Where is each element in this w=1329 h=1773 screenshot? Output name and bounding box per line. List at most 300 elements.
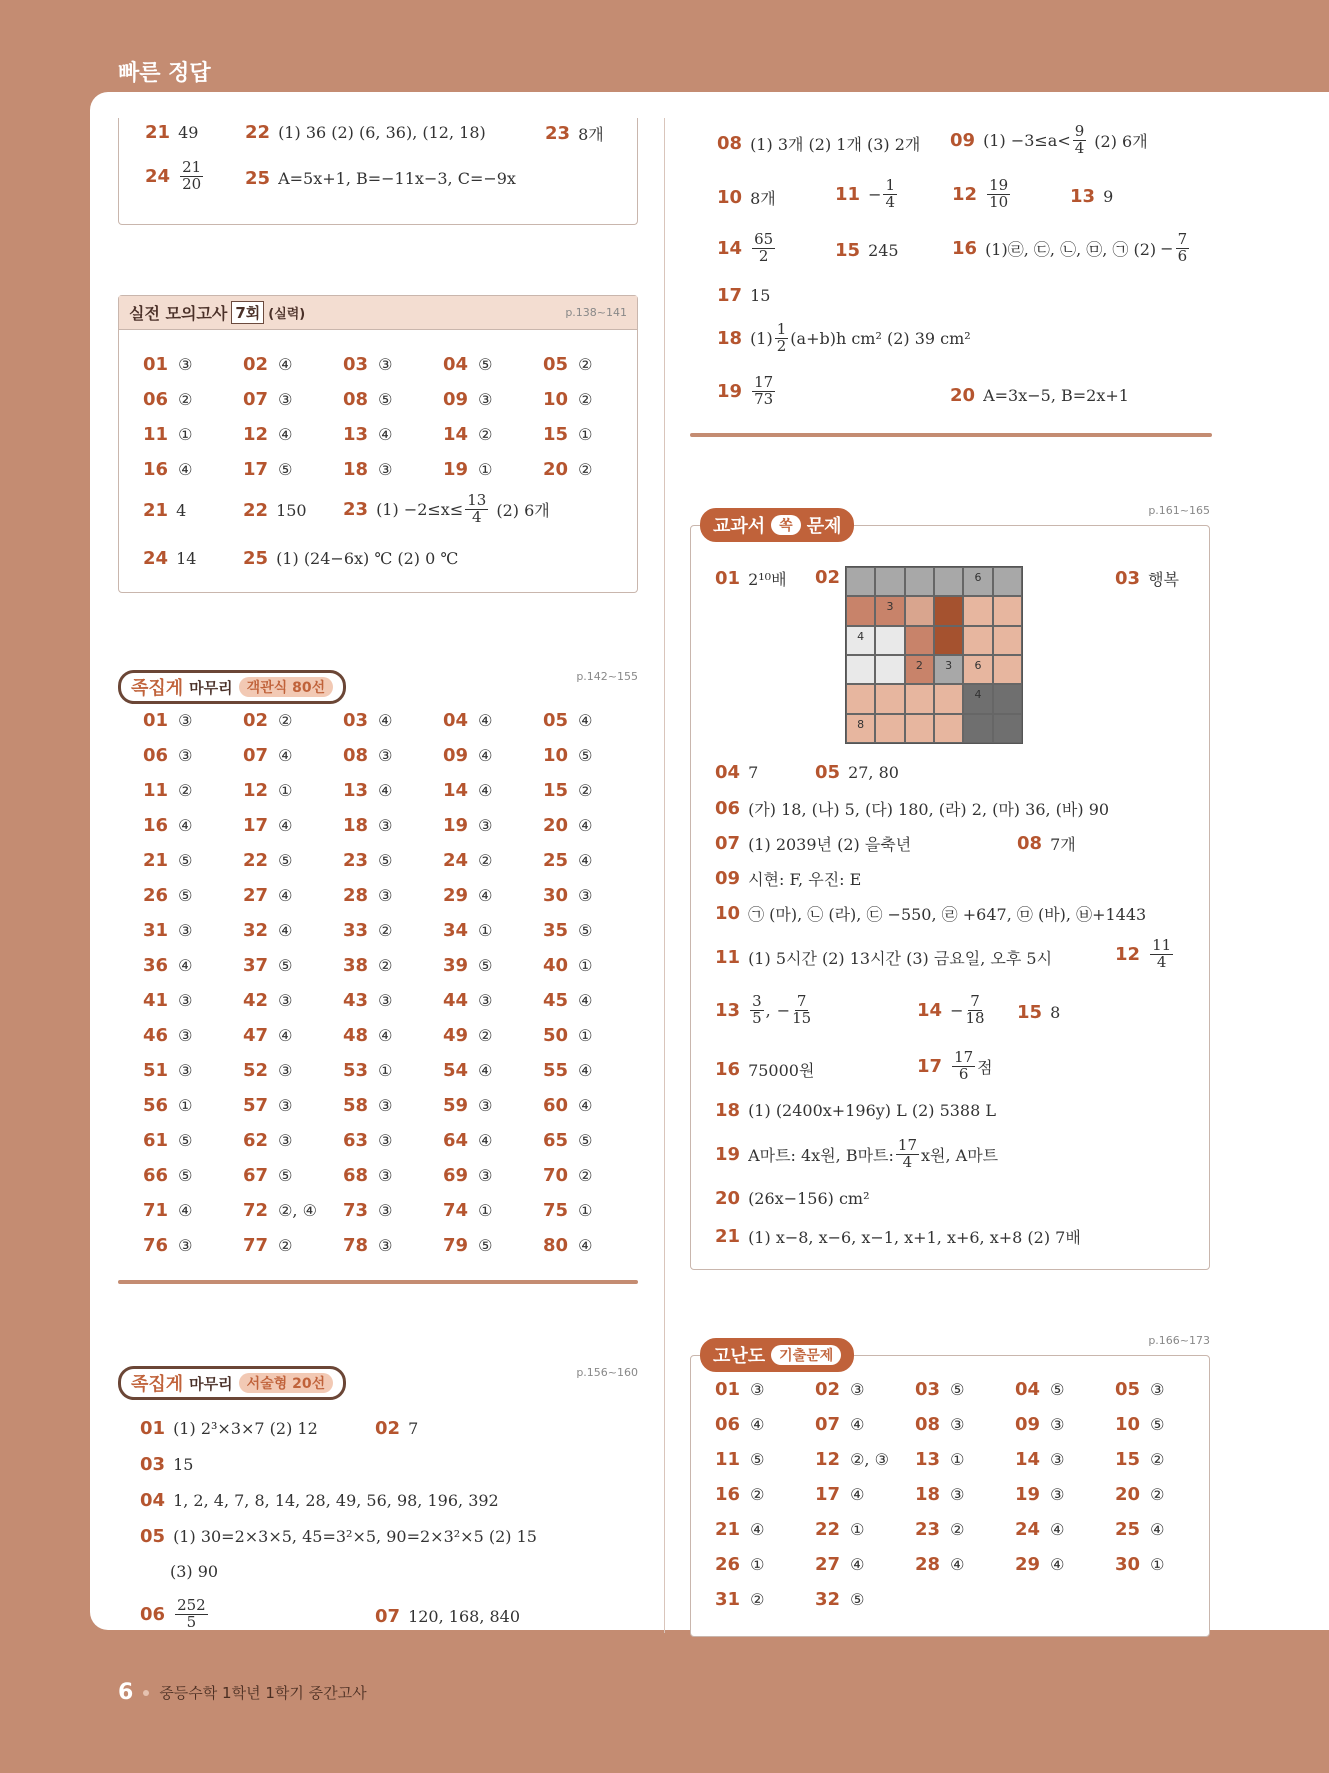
answer-cell (543, 948, 643, 983)
answer-value: ③ (178, 746, 193, 765)
answer-cell (443, 843, 543, 878)
answer-value: ④ (850, 1555, 865, 1574)
page-footer (118, 1680, 367, 1705)
answer-cell (543, 1228, 643, 1263)
question-number: 17 (243, 459, 269, 480)
question-number: 01 (143, 710, 169, 731)
answer-value: ③ (1050, 1485, 1065, 1504)
question-number: 44 (443, 990, 469, 1011)
answer-cell (443, 1228, 543, 1263)
answer-value: ② (950, 1520, 965, 1539)
column-divider (664, 118, 665, 1633)
tb-answer-19: 19 A마트: 4x원, B마트: $\frac{17}{4}$ x원, A마트 (715, 1136, 999, 1171)
question-number: 08 (343, 745, 369, 766)
answer-value: ⑤ (578, 746, 593, 765)
answer-value: ③ (178, 1236, 193, 1255)
question-number: 29 (1015, 1554, 1041, 1575)
answer-value: ② (750, 1485, 765, 1504)
answer-cell (443, 1018, 543, 1053)
answer-value: ③ (1050, 1415, 1065, 1434)
question-number: 41 (143, 990, 169, 1011)
tr-answer-15: 15 245 (835, 240, 899, 261)
question-number: 10 (1115, 1414, 1141, 1435)
answer-cell (343, 382, 443, 417)
answer-value: ④ (478, 886, 493, 905)
question-number: 16 (143, 815, 169, 836)
answer-cell (1015, 1372, 1115, 1407)
answer-value: ③ (178, 991, 193, 1010)
answer-cell (543, 1088, 643, 1123)
question-number: 43 (343, 990, 369, 1011)
answer-cell (543, 1193, 643, 1228)
answer-value: ② (378, 921, 393, 940)
answer-cell (443, 738, 543, 773)
question-number: 19 (443, 459, 469, 480)
answer-cell (443, 452, 543, 487)
question-number: 42 (243, 990, 269, 1011)
answer-cell (343, 347, 443, 382)
page-header-title: 빠른 정답 (118, 61, 211, 86)
answer-value: ③ (478, 390, 493, 409)
answer-value: ④ (578, 711, 593, 730)
answer-cell (443, 1123, 543, 1158)
puzzle-cell: 8 (846, 714, 875, 743)
question-number: 26 (715, 1554, 741, 1575)
answer-cell (815, 1512, 915, 1547)
question-number: 20 (543, 459, 569, 480)
mock-exam-7-header (119, 296, 637, 330)
answer-value: ⑤ (178, 1131, 193, 1150)
answer-value: ④ (1050, 1555, 1065, 1574)
answer-value: ③ (478, 991, 493, 1010)
answer-cell (543, 1053, 643, 1088)
answer-value: ② (1150, 1450, 1165, 1469)
answer-value: ③ (478, 1166, 493, 1185)
textbook-tag (700, 508, 854, 542)
answer-value: ④ (278, 1026, 293, 1045)
tr-bottom-rule (690, 433, 1212, 437)
question-number: 18 (915, 1484, 941, 1505)
answer-cell (715, 1512, 815, 1547)
answer-value: ②, ③ (850, 1450, 889, 1469)
puzzle-cell (934, 596, 963, 625)
tb-answer-05: 05 27, 80 (815, 762, 899, 783)
question-number: 04 (443, 710, 469, 731)
answer-value: ⑤ (578, 1131, 593, 1150)
question-number: 36 (143, 955, 169, 976)
answer-cell (143, 843, 243, 878)
answer-cell (915, 1477, 1015, 1512)
question-number: 52 (243, 1060, 269, 1081)
answer-value: ③ (378, 886, 393, 905)
answer-value: ③ (378, 1201, 393, 1220)
answer-cell (543, 878, 643, 913)
question-number: 02 (815, 1379, 841, 1400)
answer-cell (243, 1158, 343, 1193)
puzzle-cell (993, 567, 1022, 596)
question-number: 23 (915, 1519, 941, 1540)
puzzle-cell: 6 (963, 655, 992, 684)
answer-cell (543, 452, 643, 487)
hard-pill: 기출문제 (771, 1345, 841, 1365)
mock7-answer-25: 25 (1) (24−6x) ℃ (2) 0 ℃ (243, 548, 459, 569)
answer-cell (143, 452, 243, 487)
answer-cell (343, 878, 443, 913)
answer-cell (143, 1088, 243, 1123)
answer-cell (343, 843, 443, 878)
answer-cell (1015, 1547, 1115, 1582)
answer-cell (543, 347, 643, 382)
answer-value: ① (178, 1096, 193, 1115)
question-number: 54 (443, 1060, 469, 1081)
answer-cell (815, 1582, 915, 1617)
answer-cell (343, 913, 443, 948)
answer-cell (815, 1547, 915, 1582)
puzzle-cell (905, 596, 934, 625)
essay20-banner (118, 1366, 638, 1400)
question-number: 68 (343, 1165, 369, 1186)
puzzle-cell (963, 714, 992, 743)
question-number: 06 (143, 389, 169, 410)
essay20-tag (118, 1366, 346, 1400)
puzzle-cell: 3 (934, 655, 963, 684)
answer-value: ⑤ (278, 460, 293, 479)
question-number: 72 (243, 1200, 269, 1221)
answer-cell (443, 1158, 543, 1193)
question-number: 25 (1115, 1519, 1141, 1540)
question-number: 53 (343, 1060, 369, 1081)
question-number: 02 (243, 354, 269, 375)
answer-cell (143, 1193, 243, 1228)
question-number: 62 (243, 1130, 269, 1151)
answer-value: ① (178, 425, 193, 444)
mc80-sub: 마무리 (189, 678, 233, 697)
puzzle-cell (905, 714, 934, 743)
answer-cell (243, 878, 343, 913)
question-number: 15 (1115, 1449, 1141, 1470)
answer-cell (243, 773, 343, 808)
answer-value: ⑤ (850, 1590, 865, 1609)
answer-cell (443, 417, 543, 452)
answer-cell (243, 808, 343, 843)
answer-cell (243, 417, 343, 452)
answer-value: ③ (378, 1131, 393, 1150)
answer-value: ④ (378, 1026, 393, 1045)
answer-cell (543, 913, 643, 948)
answer-value: ③ (278, 1096, 293, 1115)
puzzle-cell (934, 567, 963, 596)
textbook-banner (700, 504, 1210, 542)
answer-value: ② (478, 425, 493, 444)
answer-cell (243, 382, 343, 417)
answer-value: ④ (578, 816, 593, 835)
answer-cell (343, 1018, 443, 1053)
essay-answer-02: 02 7 (375, 1418, 419, 1439)
mock-exam-7-grid (143, 347, 643, 487)
question-number: 22 (243, 850, 269, 871)
answer-cell (915, 1407, 1015, 1442)
question-number: 79 (443, 1235, 469, 1256)
tb-answer-04: 04 7 (715, 762, 759, 783)
question-number: 09 (443, 389, 469, 410)
textbook-title2: 문제 (806, 516, 842, 537)
puzzle-cell: 4 (846, 626, 875, 655)
essay-answer-05: 05 (1) 30=2×3×5, 45=3²×5, 90=2×3²×5 (2) 15 (140, 1526, 537, 1547)
answer-value: ④ (478, 1061, 493, 1080)
question-number: 27 (243, 885, 269, 906)
question-number: 05 (543, 710, 569, 731)
question-number: 66 (143, 1165, 169, 1186)
puzzle-cell (934, 684, 963, 713)
question-number: 61 (143, 1130, 169, 1151)
answer-value: ③ (478, 816, 493, 835)
tb-answer-12: 12 $\frac{11}{4}$ (1115, 936, 1172, 971)
answer-cell (343, 703, 443, 738)
question-number: 02 (243, 710, 269, 731)
answer-cell (243, 347, 343, 382)
answer-cell (715, 1547, 815, 1582)
hard-tag (700, 1338, 854, 1372)
question-number: 76 (143, 1235, 169, 1256)
answer-value: ④ (378, 711, 393, 730)
answer-value: ① (478, 1201, 493, 1220)
answer-cell (543, 703, 643, 738)
question-number: 07 (815, 1414, 841, 1435)
answer-cell (543, 382, 643, 417)
question-number: 64 (443, 1130, 469, 1151)
answer-cell (915, 1372, 1015, 1407)
question-number: 51 (143, 1060, 169, 1081)
answer-value: ③ (278, 991, 293, 1010)
answer-value: ④ (1050, 1520, 1065, 1539)
question-number: 20 (1115, 1484, 1141, 1505)
answer-value: ④ (478, 781, 493, 800)
puzzle-cell: 3 (875, 596, 904, 625)
question-number: 04 (1015, 1379, 1041, 1400)
answer-value: ③ (378, 1096, 393, 1115)
answer-cell (343, 1088, 443, 1123)
question-number: 09 (1015, 1414, 1041, 1435)
answer-value: ④ (478, 1131, 493, 1150)
answer-cell (343, 948, 443, 983)
page-number: 6 (118, 1680, 134, 1705)
question-number: 49 (443, 1025, 469, 1046)
answer-cell (143, 948, 243, 983)
answer-cell (143, 738, 243, 773)
answer-cell (343, 417, 443, 452)
answer-cell (343, 1228, 443, 1263)
answer-value: ① (578, 425, 593, 444)
answer-value: ③ (850, 1380, 865, 1399)
answer-cell (243, 1088, 343, 1123)
answer-cell (715, 1477, 815, 1512)
answer-cell (1115, 1512, 1215, 1547)
answer-24: 24 $\frac{21}{20}$ (145, 158, 202, 193)
question-number: 63 (343, 1130, 369, 1151)
question-number: 06 (715, 1414, 741, 1435)
tb-answer-08: 08 7개 (1017, 833, 1076, 854)
mc80-banner (118, 670, 638, 704)
question-number: 32 (815, 1589, 841, 1610)
tb-answer-06: 06 (가) 18, (나) 5, (다) 180, (라) 2, (마) 36, (바) 90 (715, 798, 1110, 819)
answer-value: ② (178, 781, 193, 800)
question-number: 18 (343, 459, 369, 480)
answer-value: ⑤ (178, 1166, 193, 1185)
answer-cell (1115, 1372, 1215, 1407)
answer-value: ④ (750, 1520, 765, 1539)
answer-value: ④ (950, 1555, 965, 1574)
answer-cell (143, 773, 243, 808)
question-number: 28 (343, 885, 369, 906)
question-number: 58 (343, 1095, 369, 1116)
puzzle-cell (875, 626, 904, 655)
answer-value: ⑤ (750, 1450, 765, 1469)
answer-cell (443, 1193, 543, 1228)
answer-value: ② (578, 390, 593, 409)
question-number: 48 (343, 1025, 369, 1046)
answer-value: ④ (478, 711, 493, 730)
answer-value: ③ (178, 921, 193, 940)
answer-cell (443, 773, 543, 808)
answer-value: ⑤ (378, 851, 393, 870)
question-number: 03 (343, 354, 369, 375)
tb-answer-18: 18 (1) (2400x+196y) L (2) 5388 L (715, 1100, 996, 1121)
question-number: 67 (243, 1165, 269, 1186)
answer-cell (915, 1512, 1015, 1547)
answer-cell (343, 983, 443, 1018)
question-number: 20 (543, 815, 569, 836)
answer-value: ④ (750, 1415, 765, 1434)
tb-answer-15: 15 8 (1017, 1002, 1061, 1023)
answer-cell (143, 382, 243, 417)
answer-value: ② (178, 390, 193, 409)
answer-cell (443, 382, 543, 417)
question-number: 14 (443, 424, 469, 445)
tb-answer-07: 07 (1) 2039년 (2) 을축년 (715, 833, 912, 854)
question-number: 39 (443, 955, 469, 976)
question-number: 06 (143, 745, 169, 766)
question-number: 10 (543, 389, 569, 410)
question-number: 23 (343, 850, 369, 871)
question-number: 38 (343, 955, 369, 976)
question-number: 21 (715, 1519, 741, 1540)
hard-grid (715, 1372, 1215, 1617)
mc80-grid (143, 703, 643, 1263)
answer-value: ① (950, 1450, 965, 1469)
answer-value: ④ (178, 816, 193, 835)
essay20-title: 족집게 (131, 1374, 184, 1395)
answer-cell (243, 1228, 343, 1263)
tb-answer-11: 11 (1) 5시간 (2) 13시간 (3) 금요일, 오후 5시 (715, 947, 1053, 968)
answer-value: ① (278, 781, 293, 800)
answer-cell (243, 983, 343, 1018)
mock7-answer-24: 24 14 (143, 548, 197, 569)
answer-value: ④ (850, 1485, 865, 1504)
answer-cell (143, 417, 243, 452)
answer-value: ④ (578, 1061, 593, 1080)
answer-value: ⑤ (1050, 1380, 1065, 1399)
tb-answer-10: 10 ㉠ (마), ㉡ (라), ㉢ −550, ㉣ +647, ㉤ (바), ㉥+1443 (715, 903, 1147, 924)
question-number: 17 (815, 1484, 841, 1505)
answer-value: ① (478, 460, 493, 479)
answer-cell (815, 1442, 915, 1477)
question-number: 59 (443, 1095, 469, 1116)
question-number: 15 (543, 424, 569, 445)
tb-answer-14: 14 − $\frac{7}{18}$ (917, 992, 985, 1027)
answer-value: ② (578, 355, 593, 374)
answer-cell (243, 1123, 343, 1158)
answer-cell (1115, 1407, 1215, 1442)
question-number: 37 (243, 955, 269, 976)
puzzle-cell (993, 626, 1022, 655)
answer-value: ③ (278, 1061, 293, 1080)
answer-cell (1115, 1442, 1215, 1477)
answer-value: ⑤ (478, 1236, 493, 1255)
answer-cell (443, 703, 543, 738)
answer-value: ① (578, 956, 593, 975)
answer-cell (143, 1053, 243, 1088)
answer-value: ③ (278, 1131, 293, 1150)
tr-answer-09: 09 (1) −3≤a< $\frac{9}{4}$ (2) 6개 (950, 122, 1148, 157)
answer-cell (1015, 1442, 1115, 1477)
answer-cell (143, 1018, 243, 1053)
question-number: 30 (1115, 1554, 1141, 1575)
answer-cell (443, 347, 543, 382)
answer-value: ① (750, 1555, 765, 1574)
answer-cell (1115, 1547, 1215, 1582)
answer-value: ④ (278, 921, 293, 940)
answer-cell (443, 913, 543, 948)
answer-cell (715, 1582, 815, 1617)
answer-cell (143, 878, 243, 913)
answer-value: ③ (378, 355, 393, 374)
answer-cell (343, 452, 443, 487)
answer-cell (543, 808, 643, 843)
puzzle-cell (934, 626, 963, 655)
question-number: 73 (343, 1200, 369, 1221)
question-number: 31 (143, 920, 169, 941)
question-number: 11 (143, 424, 169, 445)
answer-cell (143, 808, 243, 843)
tr-answer-10: 10 8개 (717, 187, 776, 208)
tb-answer-17: 17 $\frac{17}{6}$ 점 (917, 1048, 993, 1083)
question-number: 13 (343, 780, 369, 801)
answer-value: ② (1150, 1485, 1165, 1504)
answer-cell (715, 1407, 815, 1442)
puzzle-cell (875, 567, 904, 596)
answer-cell (543, 1123, 643, 1158)
answer-cell (443, 1053, 543, 1088)
question-number: 13 (915, 1449, 941, 1470)
question-number: 07 (243, 389, 269, 410)
answer-cell (815, 1372, 915, 1407)
question-number: 03 (915, 1379, 941, 1400)
question-number: 35 (543, 920, 569, 941)
answer-value: ④ (378, 425, 393, 444)
question-number: 25 (543, 850, 569, 871)
answer-value: ③ (750, 1380, 765, 1399)
answer-cell (243, 1053, 343, 1088)
answer-cell (343, 1123, 443, 1158)
answer-value: ③ (178, 711, 193, 730)
answer-value: ③ (478, 1096, 493, 1115)
answer-value: ⑤ (578, 921, 593, 940)
answer-23: 23 8개 (545, 123, 604, 144)
answer-cell (143, 1123, 243, 1158)
puzzle-cell: 2 (905, 655, 934, 684)
question-number: 55 (543, 1060, 569, 1081)
answer-cell (443, 808, 543, 843)
